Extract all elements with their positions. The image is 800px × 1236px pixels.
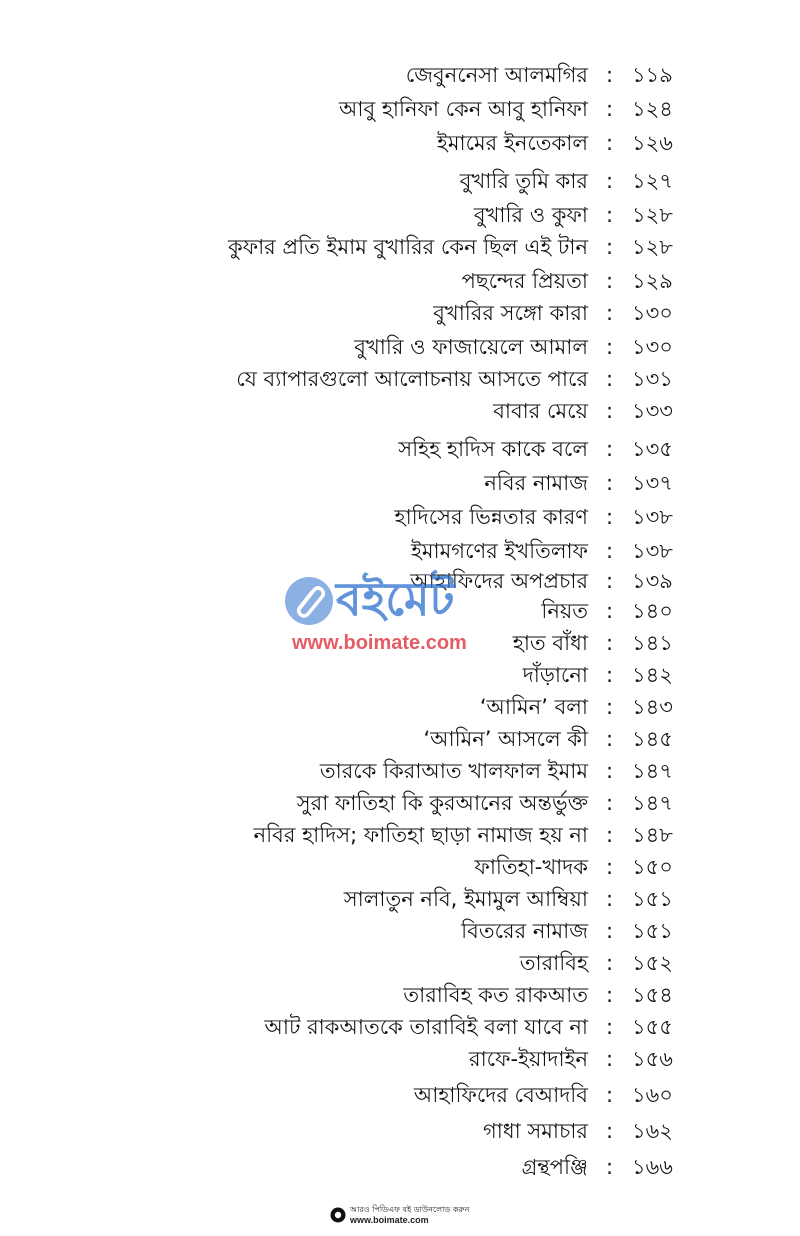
toc-entry-separator: : bbox=[606, 235, 614, 259]
toc-entry bbox=[0, 978, 800, 1012]
toc-entry-title: হাদিসের ভিন্নতার কারণ bbox=[394, 505, 588, 529]
toc-entry-title: ইমামগণের ইখতিলাফ bbox=[410, 539, 588, 563]
toc-entry-separator: : bbox=[606, 759, 614, 783]
toc-entry-separator: : bbox=[606, 569, 614, 593]
toc-entry bbox=[0, 1042, 800, 1076]
toc-entry-separator: : bbox=[606, 505, 614, 529]
toc-entry bbox=[0, 394, 800, 428]
toc-entry-separator: : bbox=[606, 1015, 614, 1039]
toc-entry-page-number: ১৪৮ bbox=[632, 823, 673, 847]
toc-entry-title: কুফার প্রতি ইমাম বুখারির কেন ছিল এই টান bbox=[228, 235, 588, 259]
watermark bbox=[282, 568, 522, 664]
toc-entry-page-number: ১৫৫ bbox=[632, 1015, 673, 1039]
toc-entry bbox=[0, 164, 800, 198]
paperclip-icon bbox=[282, 574, 336, 628]
toc-entry bbox=[0, 500, 800, 534]
footer bbox=[330, 1204, 480, 1228]
toc-entry-title: যে ব্যাপারগুলো আলোচনায় আসতে পারে bbox=[236, 367, 588, 391]
toc-entry-title: ‘আমিন’ বলা bbox=[479, 695, 588, 719]
toc-entry bbox=[0, 1010, 800, 1044]
toc-entry-separator: : bbox=[606, 269, 614, 293]
toc-entry-page-number: ১২৭ bbox=[632, 169, 673, 193]
toc-entry-title: আট রাকআতকে তারাবিই বলা যাবে না bbox=[264, 1015, 588, 1039]
toc-entry bbox=[0, 946, 800, 980]
toc-entry-title: বুখারি ও ফাজায়েলে আমাল bbox=[354, 335, 588, 359]
toc-entry-title: বুখারি তুমি কার bbox=[459, 169, 588, 193]
toc-entry-page-number: ১৩৮ bbox=[632, 539, 673, 563]
toc-entry-separator: : bbox=[606, 855, 614, 879]
toc-entry-separator: : bbox=[606, 631, 614, 655]
toc-entry-separator: : bbox=[606, 301, 614, 325]
toc-entry bbox=[0, 58, 800, 92]
toc-entry-page-number: ১৩৮ bbox=[632, 505, 673, 529]
toc-entry-title: রাফে-ইয়াদাইন bbox=[469, 1047, 588, 1071]
toc-entry-title: নবির নামাজ bbox=[484, 471, 588, 495]
toc-entry-page-number: ১৪৭ bbox=[632, 791, 673, 815]
footer-download-text: আরও পিডিএফ বই ডাউনলোড করুন bbox=[350, 1205, 470, 1214]
toc-entry-separator: : bbox=[606, 399, 614, 423]
toc-entry bbox=[0, 882, 800, 916]
toc-entry-title: আহাফিদের বেআদবি bbox=[413, 1083, 588, 1107]
toc-entry-separator: : bbox=[606, 1119, 614, 1143]
toc-entry bbox=[0, 198, 800, 232]
toc-entry-title: সুরা ফাতিহা কি কুরআনের অন্তর্ভুক্ত bbox=[296, 791, 588, 815]
toc-entry-page-number: ১৩১ bbox=[632, 367, 673, 391]
toc-entry-title: নবির হাদিস; ফাতিহা ছাড়া নামাজ হয় না bbox=[253, 823, 588, 847]
toc-entry-page-number: ১২৮ bbox=[632, 235, 673, 259]
toc-entry-title: ‘আমিন’ আসলে কী bbox=[423, 727, 588, 751]
toc-entry-separator: : bbox=[606, 367, 614, 391]
toc-entry-title: ইমামের ইনতেকাল bbox=[436, 131, 588, 155]
toc-entry-separator: : bbox=[606, 437, 614, 461]
toc-entry-separator: : bbox=[606, 727, 614, 751]
toc-entry-title: জেবুননেসা আলমগির bbox=[405, 63, 588, 87]
toc-entry bbox=[0, 722, 800, 756]
toc-entry-title: বিতরের নামাজ bbox=[461, 919, 588, 943]
toc-entry bbox=[0, 264, 800, 298]
toc-entry-title: বুখারির সঙ্গো কারা bbox=[433, 301, 588, 325]
toc-entry-page-number: ১৫১ bbox=[632, 919, 673, 943]
toc-entry-separator: : bbox=[606, 983, 614, 1007]
toc-entry-separator: : bbox=[606, 951, 614, 975]
toc-entry-title: সালাতুন নবি, ইমামুল আম্বিয়া bbox=[343, 887, 588, 911]
toc-entry-separator: : bbox=[606, 335, 614, 359]
toc-entry-page-number: ১৩৯ bbox=[632, 569, 673, 593]
footer-url[interactable]: www.boimate.com bbox=[350, 1215, 429, 1225]
toc-entry-separator: : bbox=[606, 887, 614, 911]
toc-entry-page-number: ১৪৭ bbox=[632, 759, 673, 783]
toc-entry-title: দাঁড়ানো bbox=[522, 663, 588, 687]
toc-entry bbox=[0, 1078, 800, 1112]
toc-entry bbox=[0, 754, 800, 788]
toc-entry bbox=[0, 296, 800, 330]
toc-entry-separator: : bbox=[606, 823, 614, 847]
toc-entry-separator: : bbox=[606, 63, 614, 87]
toc-entry-separator: : bbox=[606, 1083, 614, 1107]
toc-entry-title: নিয়ত bbox=[541, 599, 588, 623]
toc-entry bbox=[0, 92, 800, 126]
toc-entry bbox=[0, 362, 800, 396]
toc-entry-page-number: ১৫৬ bbox=[632, 1047, 673, 1071]
toc-entry-page-number: ১৬৬ bbox=[632, 1155, 673, 1179]
toc-entry-separator: : bbox=[606, 791, 614, 815]
toc-entry-page-number: ১৬০ bbox=[632, 1083, 673, 1107]
toc-entry-page-number: ১৩০ bbox=[632, 301, 673, 325]
toc-entry-page-number: ১৫৪ bbox=[632, 983, 673, 1007]
toc-entry-separator: : bbox=[606, 1155, 614, 1179]
toc-entry bbox=[0, 230, 800, 264]
toc-entry-title: পছন্দের প্রিয়তা bbox=[461, 269, 588, 293]
toc-entry-title: তারাবিহ কত রাকআত bbox=[403, 983, 588, 1007]
toc-entry-page-number: ১৫০ bbox=[632, 855, 673, 879]
toc-entry-title: বাবার মেয়ে bbox=[493, 399, 588, 423]
toc-entry-title: সহিহ হাদিস কাকে বলে bbox=[398, 437, 588, 461]
toc-entry-page-number: ১৫২ bbox=[632, 951, 673, 975]
toc-entry-title: বুখারি ও কুফা bbox=[473, 203, 588, 227]
toc-entry bbox=[0, 126, 800, 160]
toc-entry-page-number: ১২৮ bbox=[632, 203, 673, 227]
toc-entry bbox=[0, 432, 800, 466]
toc-entry-title: আবু হানিফা কেন আবু হানিফা bbox=[338, 97, 588, 121]
toc-entry-title: তারকে কিরাআত খালফাল ইমাম bbox=[319, 759, 588, 783]
toc-entry-separator: : bbox=[606, 695, 614, 719]
toc-entry bbox=[0, 818, 800, 852]
toc-entry-separator: : bbox=[606, 169, 614, 193]
toc-entry bbox=[0, 690, 800, 724]
toc-entry bbox=[0, 914, 800, 948]
toc-entry-separator: : bbox=[606, 131, 614, 155]
toc-entry-page-number: ১৪৫ bbox=[632, 727, 673, 751]
watermark-logo-text: বইমেট bbox=[336, 572, 455, 626]
toc-entry-title: আহাফিদের অপপ্রচার bbox=[410, 569, 588, 593]
toc-entry-separator: : bbox=[606, 1047, 614, 1071]
toc-entry bbox=[0, 1114, 800, 1148]
toc-entry bbox=[0, 330, 800, 364]
toc-entry-page-number: ১৪০ bbox=[632, 599, 673, 623]
toc-entry-title: গাধা সমাচার bbox=[483, 1119, 588, 1143]
toc-entry-page-number: ১৬২ bbox=[632, 1119, 673, 1143]
toc-entry-page-number: ১৩৭ bbox=[632, 471, 673, 495]
toc-entry-page-number: ১৪৩ bbox=[632, 695, 673, 719]
toc-entry-page-number: ১৫১ bbox=[632, 887, 673, 911]
toc-entry bbox=[0, 1150, 800, 1184]
toc-entry-page-number: ১৪১ bbox=[632, 631, 673, 655]
toc-entry-page-number: ১৪২ bbox=[632, 663, 673, 687]
toc-entry-separator: : bbox=[606, 471, 614, 495]
toc-entry-separator: : bbox=[606, 663, 614, 687]
toc-entry-page-number: ১৩০ bbox=[632, 335, 673, 359]
toc-entry-title: হাত বাঁধা bbox=[512, 631, 588, 655]
toc-entry-separator: : bbox=[606, 539, 614, 563]
logo-icon bbox=[330, 1207, 346, 1223]
toc-entry-separator: : bbox=[606, 599, 614, 623]
toc-entry-title: তারাবিহ bbox=[519, 951, 588, 975]
toc-entry-separator: : bbox=[606, 919, 614, 943]
toc-entry-title: গ্রন্থপঞ্জি bbox=[521, 1155, 588, 1179]
toc-entry-page-number: ১১৯ bbox=[632, 63, 673, 87]
toc-entry bbox=[0, 786, 800, 820]
toc-entry-separator: : bbox=[606, 203, 614, 227]
toc-entry-page-number: ১২৬ bbox=[632, 131, 673, 155]
toc-entry-page-number: ১২৯ bbox=[632, 269, 673, 293]
toc-entry-page-number: ১২৪ bbox=[632, 97, 673, 121]
toc-entry bbox=[0, 466, 800, 500]
toc-entry bbox=[0, 850, 800, 884]
toc-entry bbox=[0, 534, 800, 568]
toc-entry-page-number: ১৩৫ bbox=[632, 437, 673, 461]
toc-entry-separator: : bbox=[606, 97, 614, 121]
toc-entry-page-number: ১৩৩ bbox=[632, 399, 673, 423]
toc-entry-title: ফাতিহা-খাদক bbox=[474, 855, 588, 879]
watermark-url: www.boimate.com bbox=[292, 632, 467, 654]
